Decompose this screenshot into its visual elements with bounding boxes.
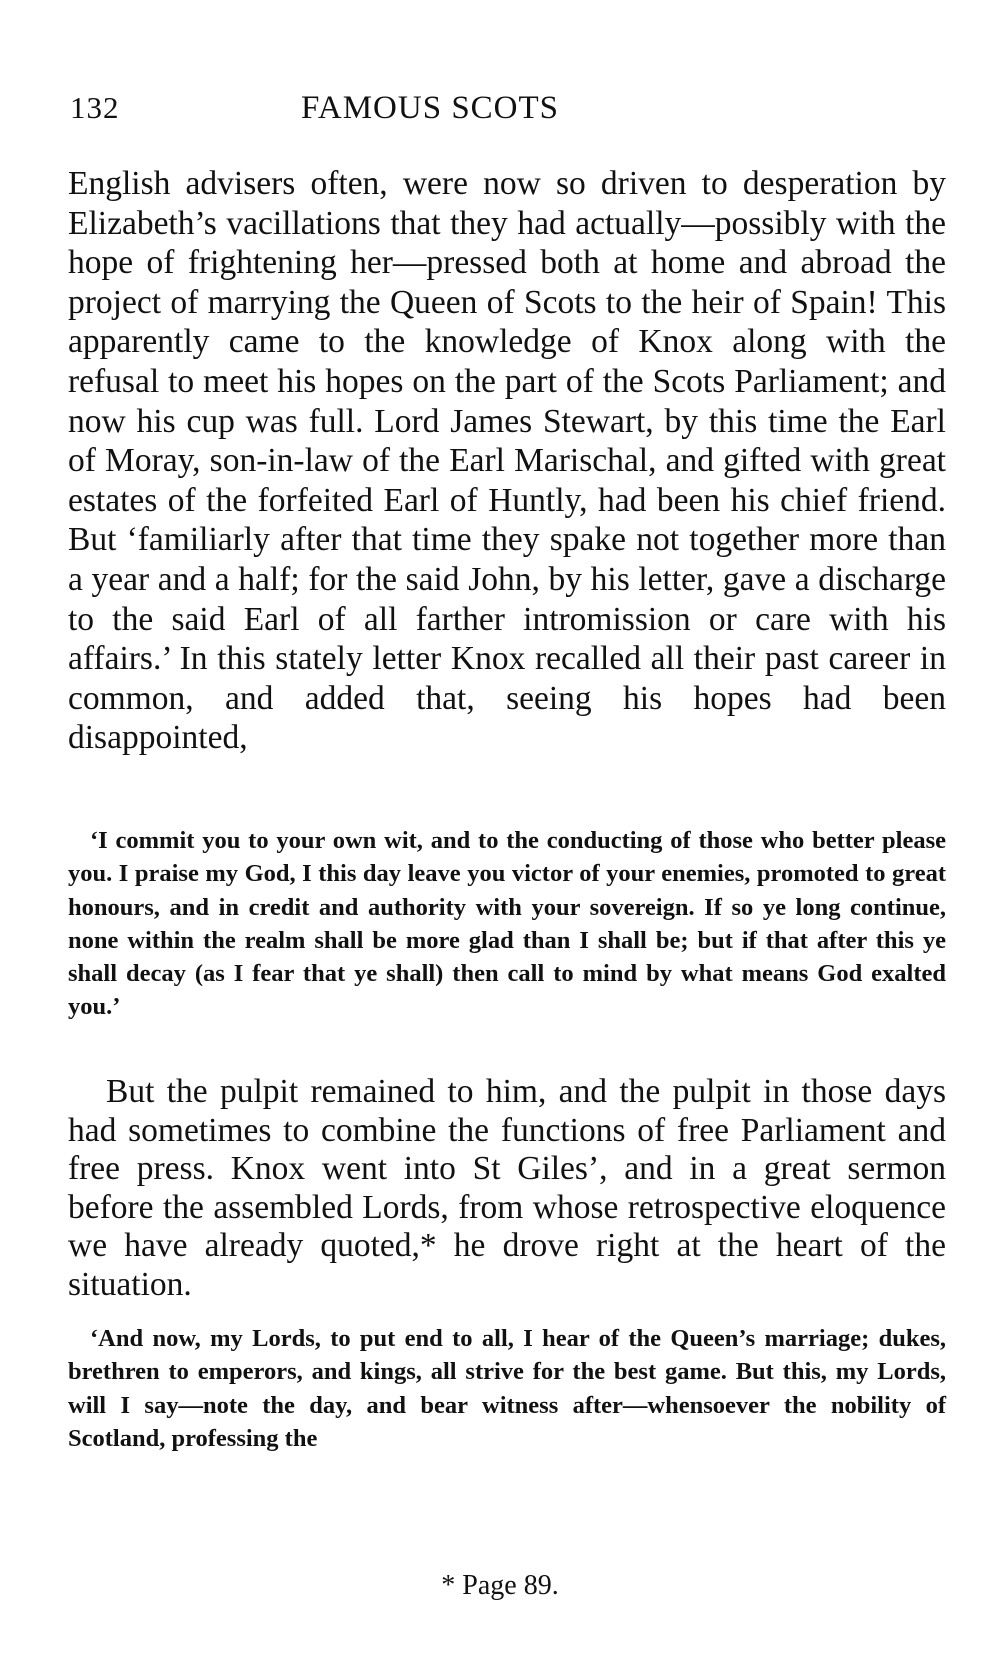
body-paragraph: But the pulpit remained to him, and the pulpit in those days had sometimes to combine the functions of free Parliament and free press. Knox went into St Giles’, and in a great sermon before the assembled Lords, from whose retrospective eloquence we have already quoted,* he drove right at the heart of the situation.: [68, 1073, 946, 1303]
running-title: FAMOUS SCOTS: [300, 90, 560, 126]
block-quote: ‘I commit you to your own wit, and to the conducting of those who better please you. I praise my God, I this day leave you victor of your enemies, promoted to great honours, and in credit and authority with your sovereign. If so ye long continue, none within the realm shall be more glad than I shall be; but if that after this ye shall decay (as I fear that ye shall) then call to mind by what means God exalted you.’: [68, 827, 946, 1021]
page-number: 132: [70, 90, 120, 125]
footnote: * Page 89.: [441, 1570, 559, 1601]
page-header: [70, 90, 945, 140]
body-paragraph: English advisers often, were now so driven to desperation by Elizabeth’s vacillations that they had actually—possibly with the hope of frightening her—pressed both at home and abroad the project of marrying the Queen of Scots to the heir of Spain! This apparently came to the knowledge of Knox along with the refusal to meet his hopes on the part of the Scots Parliament; and now his cup was full. Lord James Stewart, by this time the Earl of Moray, son-in-law of the Earl Marischal, and gifted with great estates of the forfeited Earl of Huntly, had been his chief friend. But ‘familiarly after that time they spake not together more than a year and a half; for the said John, by his letter, gave a discharge to the said Earl of all farther intromission or care with his affairs.’ In this stately letter Knox recalled all their past career in common, and added that, seeing his hopes had been disappointed,: [68, 165, 946, 757]
block-quote: ‘And now, my Lords, to put end to all, I hear of the Queen’s marriage; dukes, brethren to emperors, and kings, all strive for the best game. But this, my Lords, will I say—note the day, and bear witness after—whensoever the nobility of Scotland, professing the: [68, 1325, 946, 1452]
